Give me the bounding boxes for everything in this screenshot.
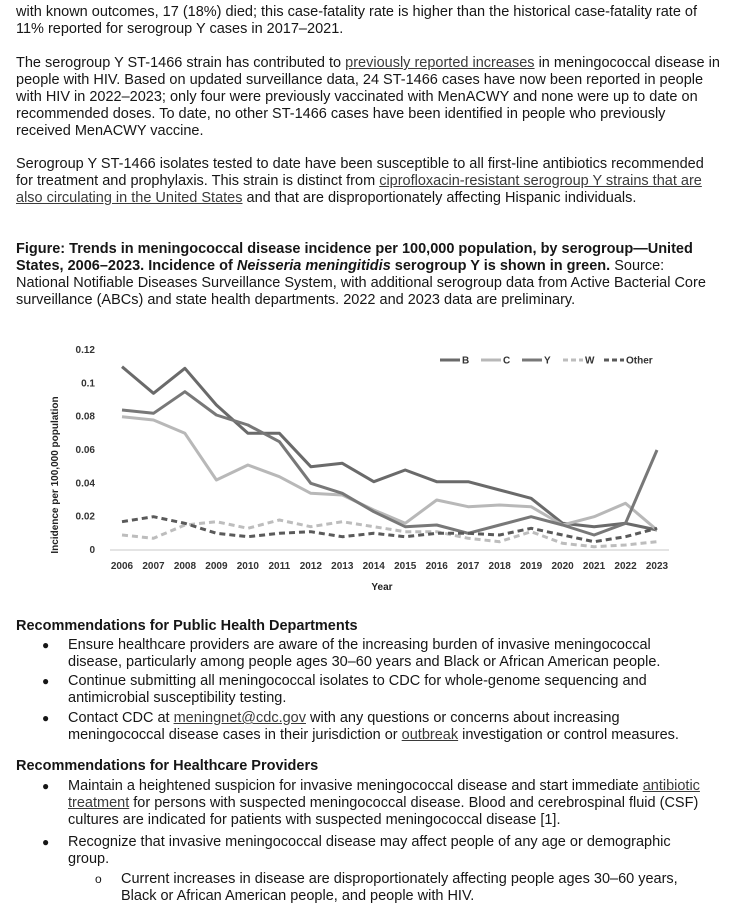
sub-bullet-icon: o bbox=[95, 872, 102, 886]
x-tick-label: 2017 bbox=[457, 561, 480, 572]
chart-series bbox=[122, 367, 657, 547]
x-axis-label: Year bbox=[371, 582, 393, 593]
provider-rec-item-2: Recognize that invasive meningococcal disease may affect people of any age or demographic group. bbox=[68, 834, 671, 867]
intro-paragraph-outcomes: with known outcomes, 17 (18%) died; this case-fatality rate is higher than the historical case-fatality rate of 11% reported for serogroup Y cases in 2017–2021. bbox=[16, 4, 698, 37]
chart-legend bbox=[440, 356, 653, 367]
y-tick-label: 0.04 bbox=[75, 478, 95, 490]
x-tick-label: 2014 bbox=[362, 561, 385, 572]
legend-label-other: Other bbox=[626, 355, 653, 367]
y-tick-label: 0.1 bbox=[81, 378, 95, 390]
link-antibiotic-treatment[interactable]: antibiotic treatment bbox=[68, 778, 700, 811]
bullet-icon: ● bbox=[42, 711, 50, 725]
x-tick-label: 2023 bbox=[645, 561, 669, 572]
x-tick-label: 2009 bbox=[205, 561, 228, 572]
series-line-y bbox=[122, 392, 657, 535]
providers-recs-title: Recommendations for Healthcare Providers bbox=[16, 758, 319, 774]
x-tick-label: 2021 bbox=[582, 561, 606, 572]
intro-paragraph-hiv: The serogroup Y ST-1466 strain has contributed to previously reported increases in meningococcal disease in people with HIV. Based on updated surveillance data, 24 ST-1466 cases have now been reported in people with HIV in 2022–2023; only four were previously vaccinated with MenACWY and none were up to date on recommended doses. To date, no other ST-1466 cases have been identified in people who previously received MenACWY vaccine. bbox=[16, 55, 720, 139]
x-tick-label: 2011 bbox=[268, 561, 291, 572]
legend-label-c: C bbox=[503, 355, 511, 367]
y-axis-label: Incidence per 100,000 population bbox=[50, 396, 61, 554]
public-rec-item-2: Continue submitting all meningococcal isolates to CDC for whole-genome sequencing and antimicrobial susceptibility testing. bbox=[68, 673, 647, 706]
series-line-c bbox=[122, 417, 657, 530]
y-tick-label: 0.08 bbox=[75, 411, 95, 423]
legend-label-b: B bbox=[462, 355, 470, 367]
intro-paragraph-antibiotics: Serogroup Y ST-1466 isolates tested to date have been susceptible to all first-line antibiotics recommended for treatment and prophylaxis. This strain is distinct from ciprofloxacin-resistant serogroup Y strains that are also circulating in the United States and that are disproportionately affecting Hispanic individuals. bbox=[16, 156, 704, 206]
link-outbreak[interactable]: outbreak bbox=[401, 727, 459, 743]
link-ciprofloxacin-resistant-strains[interactable]: ciprofloxacin-resistant serogroup Y strains that are also circulating in the United States bbox=[16, 173, 702, 206]
x-tick-label: 2016 bbox=[425, 561, 448, 572]
x-tick-label: 2015 bbox=[394, 561, 417, 572]
public-rec-item-1: Ensure healthcare providers are aware of the increasing burden of invasive meningococcal disease, particularly among people ages 30–60 years and Black or African American people. bbox=[68, 637, 661, 670]
x-tick-label: 2010 bbox=[236, 561, 260, 572]
provider-rec-subitem-1: Current increases in disease are disproportionately affecting people ages 30–60 years, Black or African American people, and people with HIV. bbox=[121, 871, 678, 904]
public-rec-item-3: Contact CDC at meningnet@cdc.gov with any questions or concerns about increasing meningococcal disease cases in their jurisdiction or outbreak investigation or control measures. bbox=[68, 710, 679, 743]
bullet-icon: ● bbox=[42, 638, 50, 652]
legend-label-y: Y bbox=[544, 355, 551, 367]
x-tick-label: 2022 bbox=[614, 561, 637, 572]
link-meningnet-email[interactable]: meningnet@cdc.gov bbox=[173, 710, 306, 726]
link-previously-reported-increases[interactable]: previously reported increases bbox=[345, 55, 535, 71]
y-tick-label: 0.06 bbox=[75, 445, 95, 456]
series-line-b bbox=[122, 367, 657, 530]
incidence-line-chart bbox=[0, 330, 737, 605]
x-tick-label: 2007 bbox=[142, 561, 165, 572]
x-tick-label: 2019 bbox=[519, 561, 543, 572]
y-tick-label: 0.02 bbox=[75, 511, 95, 523]
bullet-icon: ● bbox=[42, 779, 50, 793]
public-health-recs-title: Recommendations for Public Health Departments bbox=[16, 618, 358, 634]
x-tick-label: 2018 bbox=[488, 561, 511, 572]
bullet-icon: ● bbox=[42, 835, 50, 849]
x-tick-label: 2008 bbox=[173, 561, 197, 572]
x-tick-label: 2013 bbox=[331, 561, 354, 572]
provider-rec-item-1: Maintain a heightened suspicion for invasive meningococcal disease and start immediate antibiotic treatment for persons with suspected meningococcal disease. Blood and cerebrospinal fluid (CSF) cultures are indicated for patients with suspected meningococcal disease [1]. bbox=[68, 778, 700, 828]
bullet-icon: ● bbox=[42, 674, 50, 688]
y-tick-label: 0 bbox=[89, 545, 95, 556]
y-tick-label: 0.12 bbox=[75, 345, 95, 356]
x-tick-label: 2012 bbox=[299, 561, 322, 572]
legend-label-w: W bbox=[585, 355, 595, 367]
figure-caption: Figure: Trends in meningococcal disease incidence per 100,000 population, by serogroup—United States, 2006–2023. Incidence of Neisseria meningitidis serogroup Y is shown in green. Source: National Notifiable Diseases Surveillance System, with additional serogroup data from Active Bacterial Core surveillance (ABCs) and state health departments. 2022 and 2023 data are preliminary. bbox=[16, 241, 706, 308]
x-tick-label: 2020 bbox=[551, 561, 574, 572]
x-tick-label: 2006 bbox=[110, 561, 134, 572]
